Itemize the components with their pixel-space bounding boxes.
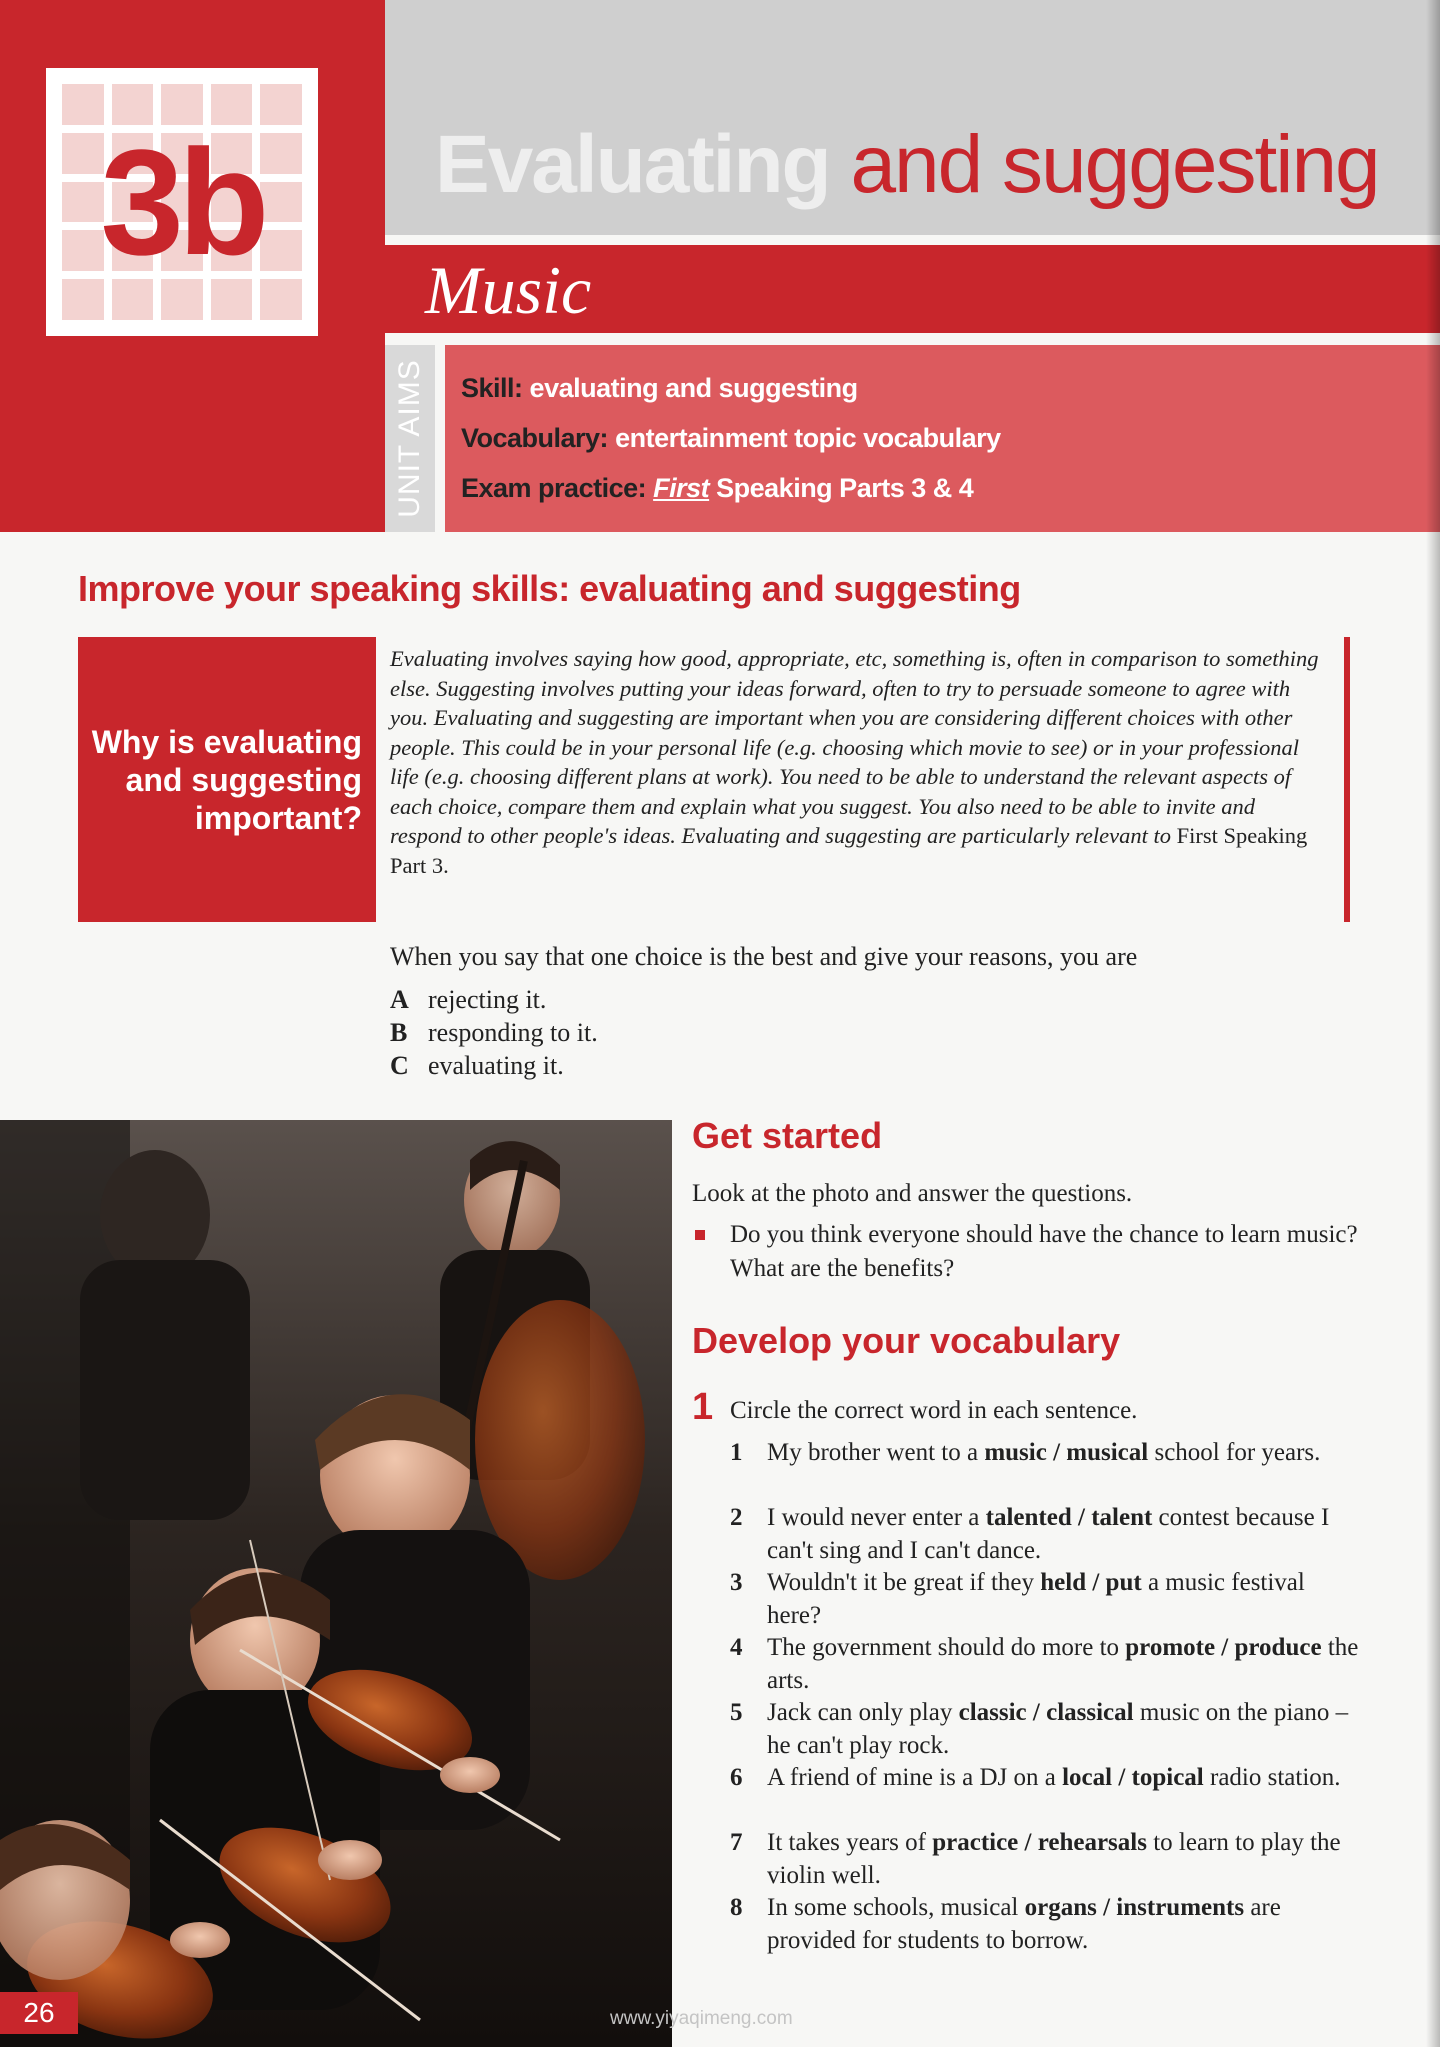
quiz-option-b xyxy=(390,1018,598,1048)
aim-vocabulary-label: Vocabulary: xyxy=(461,423,609,453)
item-text: music on the piano – he can't play rock. xyxy=(767,1699,1349,1759)
get-started-instruction: Look at the photo and answer the questions. xyxy=(692,1180,1133,1207)
option-letter: B xyxy=(390,1018,408,1047)
quiz-option-a xyxy=(390,985,546,1015)
item-text: are provided for students to borrow. xyxy=(767,1894,1281,1954)
item-choice[interactable]: held / put xyxy=(1040,1569,1142,1596)
exercise-number: 1 xyxy=(692,1386,714,1428)
unit-number: 3b xyxy=(100,117,264,286)
aim-skill-label: Skill: xyxy=(461,373,523,403)
item-text: the arts. xyxy=(767,1634,1359,1694)
page-number: 26 xyxy=(23,1997,55,2028)
item-choice[interactable]: classic / classical xyxy=(958,1699,1134,1726)
aim-exam-practice xyxy=(461,473,973,504)
item-number: 2 xyxy=(730,1504,743,1531)
item-choice[interactable]: organs / instruments xyxy=(1024,1894,1245,1921)
item-choice[interactable]: local / topical xyxy=(1062,1764,1204,1791)
title-bar xyxy=(385,0,1440,235)
exercise-item xyxy=(730,1696,1360,1762)
item-choice[interactable]: talented / talent xyxy=(985,1504,1153,1531)
get-started-bullet: Do you think everyone should have the chance to learn music? What are the benefits? xyxy=(730,1221,1358,1282)
intro-paragraph xyxy=(390,644,1330,880)
intro-paragraph-end: First Speaking Part 3. xyxy=(390,823,1308,878)
exercise-item xyxy=(730,1826,1360,1892)
item-choice[interactable]: music / musical xyxy=(984,1439,1149,1466)
aim-exam-value: Speaking Parts 3 & 4 xyxy=(709,473,974,503)
get-started-heading: Get started xyxy=(692,1115,883,1156)
item-number: 8 xyxy=(730,1894,743,1921)
option-text: rejecting it. xyxy=(428,985,547,1014)
item-number: 1 xyxy=(730,1439,743,1466)
page-edge-shadow xyxy=(1426,0,1440,2047)
red-rule-divider xyxy=(1344,637,1350,922)
exercise-item xyxy=(730,1891,1360,1957)
orchestra-illustration xyxy=(0,1120,672,2047)
item-text: to learn to play the violin well. xyxy=(767,1829,1341,1889)
item-text: It takes years of xyxy=(767,1829,933,1856)
unit-aims-label: UNIT AIMS xyxy=(393,359,426,518)
item-text: A friend of mine is a DJ on a xyxy=(767,1764,1063,1791)
unit-aims-strip xyxy=(385,345,435,532)
exercise-item xyxy=(730,1631,1360,1697)
aim-skill xyxy=(461,373,858,404)
intro-paragraph-text: Evaluating involves saying how good, appropriate, etc, something is, often in comparison to something else. Suggesting involves putting your ideas forward, often to try to persuade someone to agree with you. Evaluating and suggesting are important when you are considering different choices with other people. This could be in your personal life (e.g. choosing which movie to see) or in your professional life (e.g. choosing different plans at work). You need to be able to understand the relevant aspects of each choice, compare them and explain what you suggest. You also need to be able to invite and respond to other people's ideas. Evaluating and suggesting are particularly relevant to xyxy=(390,646,1319,848)
page-title-grey-part: Evaluating xyxy=(435,119,830,210)
vocabulary-heading: Develop your vocabulary xyxy=(692,1320,1121,1361)
page-title-red-part: and suggesting xyxy=(829,119,1379,210)
item-text: a music festival here? xyxy=(767,1569,1305,1629)
item-number: 6 xyxy=(730,1764,743,1791)
item-text: radio station. xyxy=(1203,1764,1341,1791)
item-text: The government should do more to xyxy=(767,1634,1126,1661)
why-box xyxy=(78,637,376,922)
quiz-question: When you say that one choice is the best and give your reasons, you are xyxy=(390,942,1138,971)
quiz-option-c xyxy=(390,1051,564,1081)
item-choice[interactable]: practice / rehearsals xyxy=(932,1829,1147,1856)
exercise-item xyxy=(730,1436,1360,1469)
unit-aims-panel xyxy=(445,345,1440,532)
exercise-item xyxy=(730,1566,1360,1632)
item-choice[interactable]: promote / produce xyxy=(1125,1634,1322,1661)
item-text: My brother went to a xyxy=(767,1439,985,1466)
item-number: 3 xyxy=(730,1569,743,1596)
option-letter: C xyxy=(390,1051,409,1080)
exercise-instruction: Circle the correct word in each sentence. xyxy=(730,1397,1138,1424)
exercise-item xyxy=(730,1501,1360,1567)
page-number-tab xyxy=(0,1992,78,2034)
improve-heading: Improve your speaking skills: evaluating and suggesting xyxy=(78,568,1021,609)
item-number: 4 xyxy=(730,1634,743,1661)
topic-bar xyxy=(385,245,1440,333)
item-text: school for years. xyxy=(1148,1439,1321,1466)
unit-block xyxy=(0,0,385,532)
page-title xyxy=(435,118,1379,212)
item-text: contest because I can't sing and I can't dance. xyxy=(767,1504,1330,1564)
aim-vocabulary xyxy=(461,423,1001,454)
item-number: 7 xyxy=(730,1829,743,1856)
aim-vocabulary-value: entertainment topic vocabulary xyxy=(615,423,1001,453)
option-text: responding to it. xyxy=(428,1018,598,1047)
topic-title: Music xyxy=(425,252,592,328)
item-text: In some schools, musical xyxy=(767,1894,1025,1921)
item-text: Wouldn't it be great if they xyxy=(767,1569,1041,1596)
aim-exam-label: Exam practice: xyxy=(461,473,647,503)
exercise-item xyxy=(730,1761,1360,1794)
orchestra-photo xyxy=(0,1120,672,2047)
item-text: Jack can only play xyxy=(767,1699,959,1726)
unit-number-box xyxy=(46,68,318,336)
item-number: 5 xyxy=(730,1699,743,1726)
bullet-square-icon xyxy=(695,1230,705,1240)
option-text: evaluating it. xyxy=(428,1051,564,1080)
why-box-text: Why is evaluating and suggesting important? xyxy=(91,724,362,836)
watermark: www.yiyaqimeng.com xyxy=(610,2008,793,2029)
aim-skill-value: evaluating and suggesting xyxy=(529,373,858,403)
item-text: I would never enter a xyxy=(767,1504,986,1531)
option-letter: A xyxy=(390,985,409,1014)
aim-exam-first: First xyxy=(653,473,710,503)
